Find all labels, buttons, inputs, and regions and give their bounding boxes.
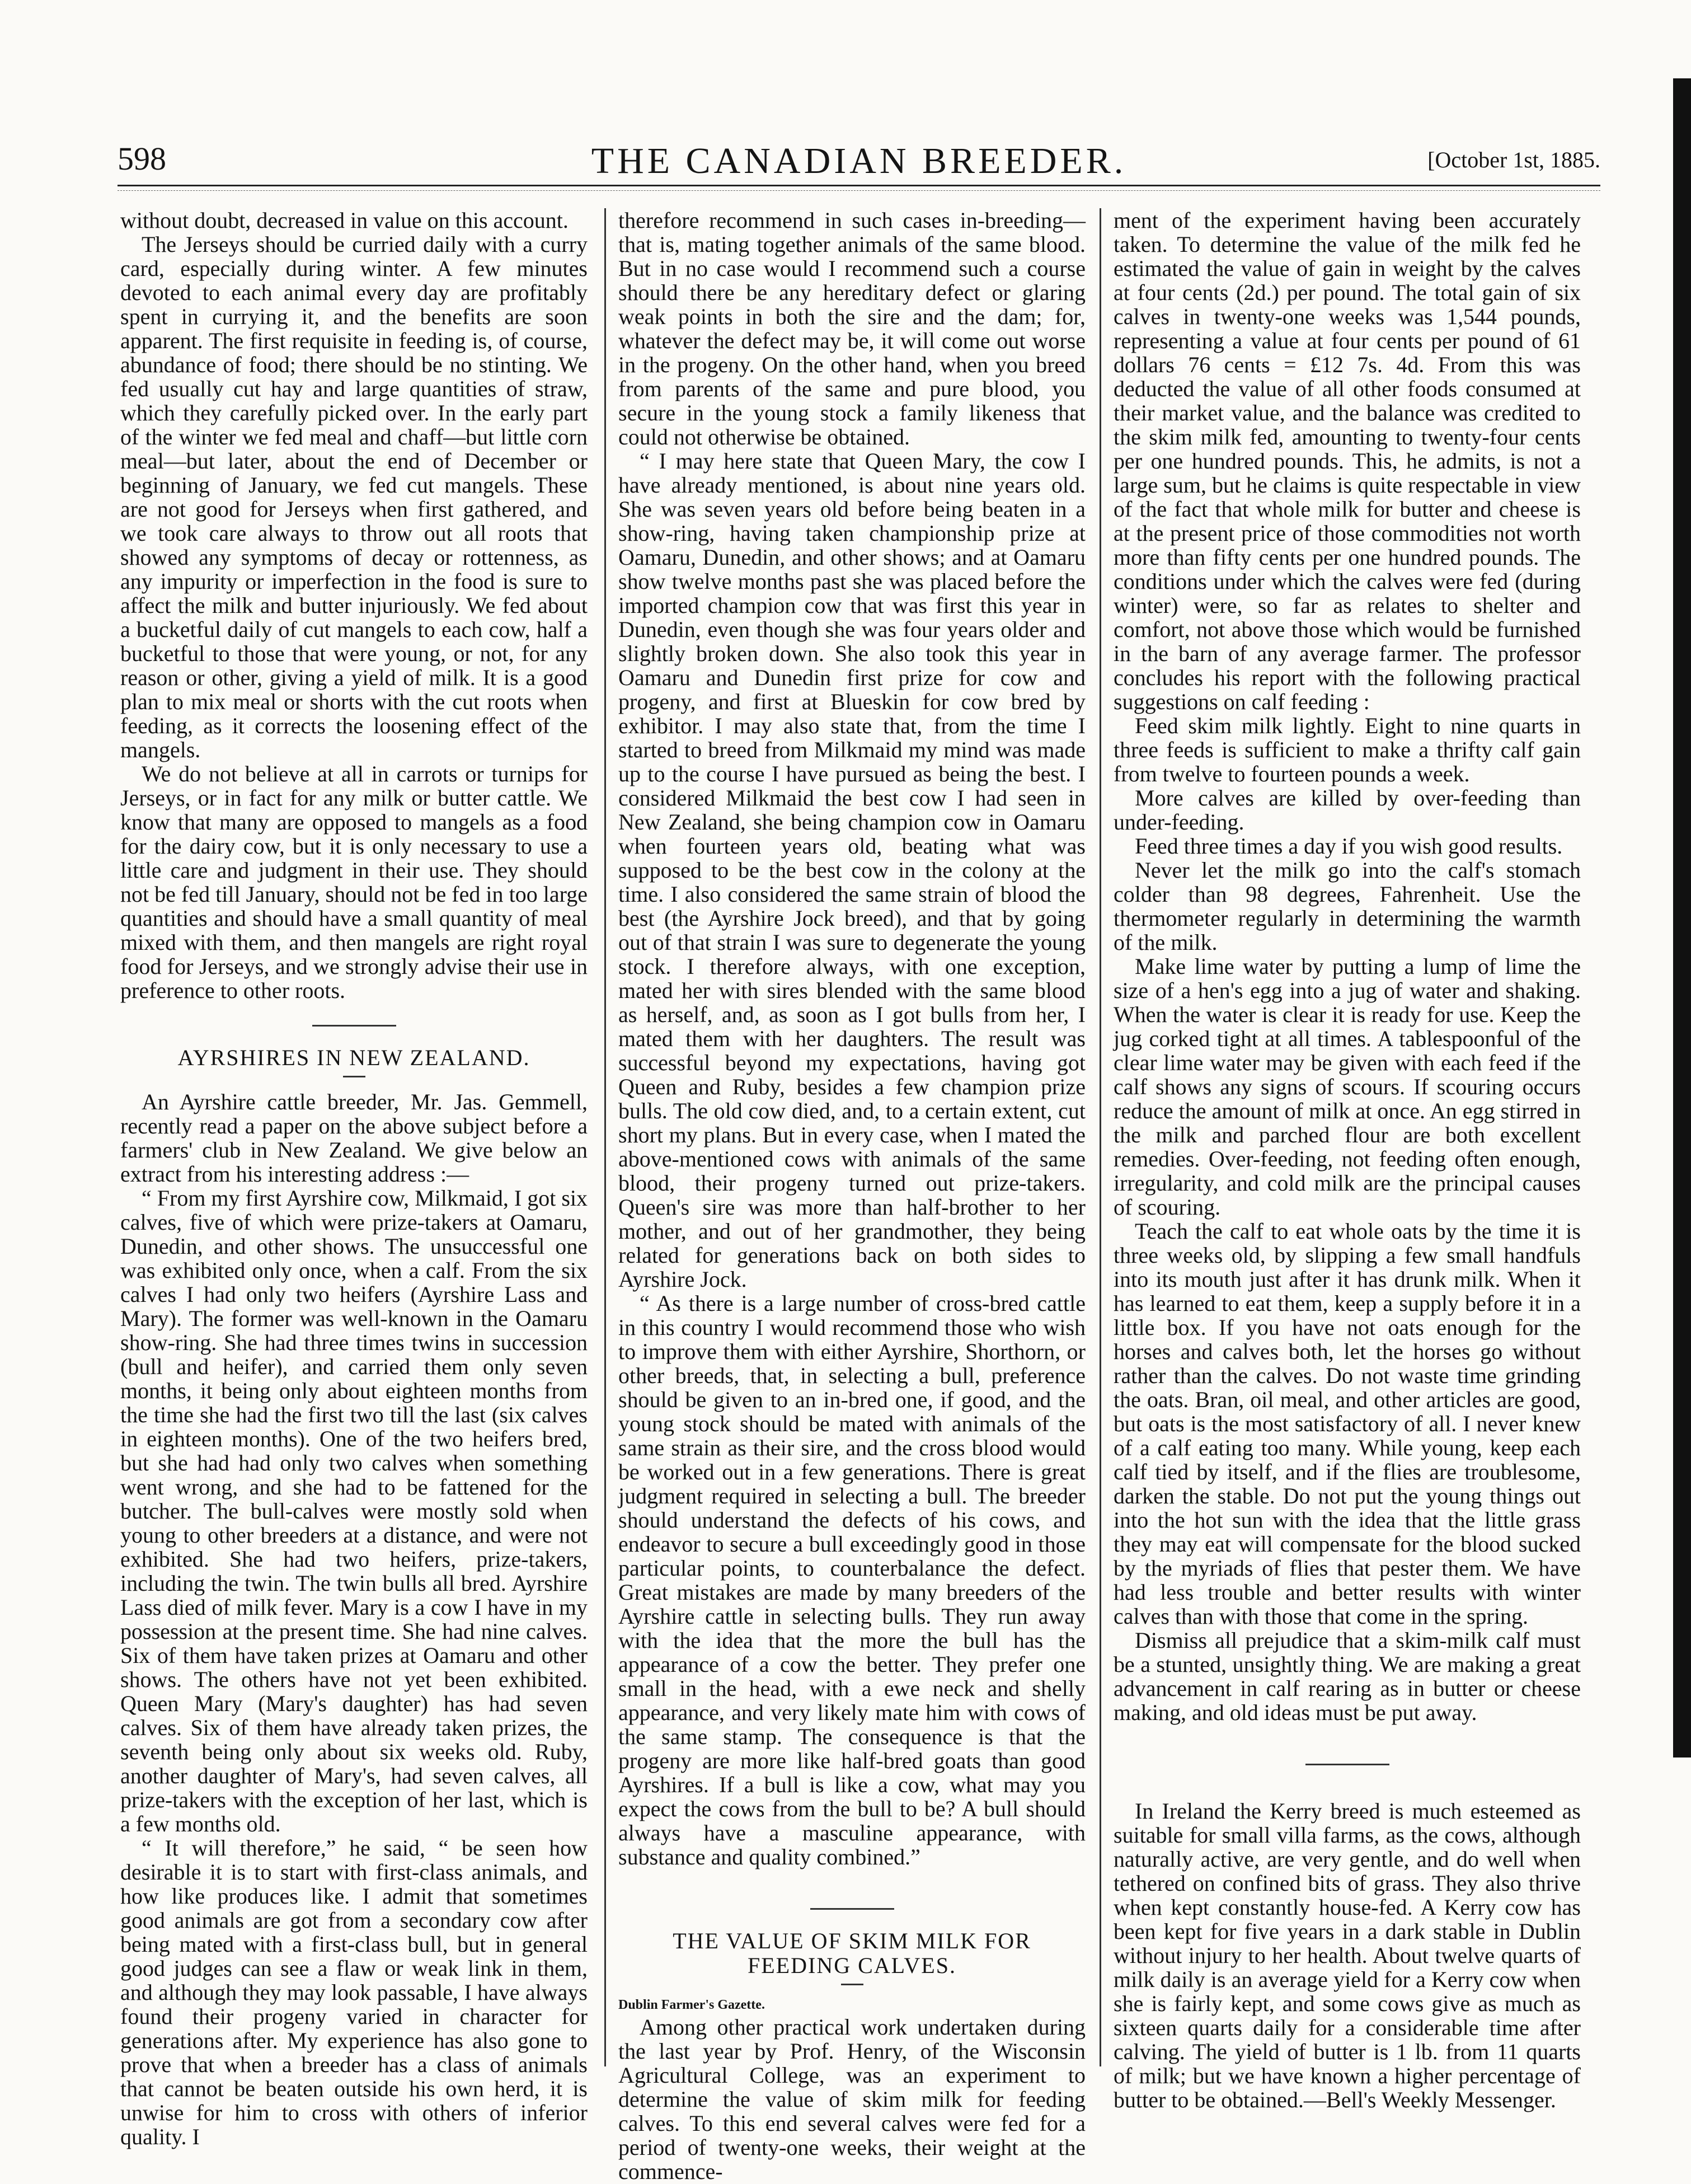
page-header xyxy=(118,140,1600,190)
paragraph: “ As there is a large number of cross-bred cattle in this country I would recommend those who wish to improve them with either Ayrshire, Shorthorn, or other breeds, that, in selecting a bull, preference should be given to an in-bred one, if good, and the young stock should be mated with animals of the same strain as their sire, and the cross blood would be worked out in a few generations. There is great judgment required in selecting a bull. The breeder should understand the defects of his cows, and endeavor to secure a bull exceedingly good in those particular points, to counterbalance the defect. Great mistakes are made by many breeders of the Ayrshire cattle in selecting bulls. They run away with the idea that the more the bull has the appearance of a cow the better. They prefer one small in the head, with a ewe neck and shelly appearance, and very likely mate him with cows of the same stamp. The consequence is that the progeny are more like half-bred goats than good Ayrshires. If a bull is like a cow, what may you expect the cows from the bull to be? A bull should always have a masculine appearance, with substance and quality combined.” xyxy=(618,1291,1086,1869)
paragraph: Feed skim milk lightly. Eight to nine quarts in three feeds is sufficient to make a thrifty calf gain from twelve to fourteen pounds a week. xyxy=(1114,713,1581,786)
paragraph: therefore recommend in such cases in-breeding—that is, mating together animals of the same blood. But in no case would I recommend such a course should there be any hereditary defect or glaring weak points in both the sire and the dam; for, whatever the defect may be, it will come out worse in the progeny. On the other hand, when you breed from parents of the same and pure blood, you secure in the young stock a family likeness that could not otherwise be obtained. xyxy=(618,208,1086,449)
section-divider xyxy=(312,1025,396,1027)
page-edge-bar xyxy=(1673,78,1691,1757)
masthead-title: THE CANADIAN BREEDER. xyxy=(591,140,1127,181)
paragraph: “ It will therefore,” he said, “ be seen how desirable it is to start with first-class animals, and how like produces like. I admit that sometimes good animals are got from a secondary cow after being mated with a first-class bull, but in general good judges can see a flaw or weak link in them, and although they may look passable, I have always found their progeny varied in character for generations after. My experience has also gone to prove that when a breeder has a class of animals that cannot be beaten outside his own herd, it is unwise for him to cross with others of inferior quality. I xyxy=(120,1835,588,2149)
paragraph: Among other practical work undertaken during the last year by Prof. Henry, of the Wisconsin Agricultural College, was an experiment to determine the value of skim milk for feeding calves. To this end several calves were fed for a period of twenty-one weeks, their weight at the commence- xyxy=(618,2014,1086,2184)
heading-rule xyxy=(841,1984,863,1985)
paragraph: Teach the calf to eat whole oats by the time it is three weeks old, by slipping a few small handfuls into its mouth just after it has drunk milk. When it has learned to eat them, keep a supply before it in a little box. If you have not oats enough for the horses and calves both, let the horses go without rather than the calves. Do not waste time grinding the oats. Bran, oil meal, and other articles are good, but oats is the most satisfactory of all. I never knew of a calf eating too many. While young, keep each calf tied by itself, and if the flies are troublesome, darken the stable. Do not put the young things out into the hot sun with the idea that the little grass they may eat will compensate for the blood sucked by the myriads of flies that pester them. We have had less trouble and better results with winter calves than with those that come in the spring. xyxy=(1114,1218,1581,1629)
paragraph: The Jerseys should be curried daily with a curry card, especially during winter. A few minutes devoted to each animal every day are profitably spent in currying it, and the benefits are soon apparent. The first requisite in feeding is, of course, abundance of food; there should be no stinting. We fed usually cut hay and large quantities of straw, which they carefully picked over. In the early part of the winter we fed meal and chaff—but little corn meal—but later, about the end of December or beginning of January, we fed cut mangels. These are not good for Jerseys when first gathered, and we took care always to throw out all roots that showed any symptoms of decay or rottenness, as any impurity or imperfection in the food is sure to affect the milk and butter injuriously. We fed about a bucketful daily of cut mangels to each cow, half a bucketful to those that were young, or not, for any reason or other, giving a yield of milk. It is a good plan to mix meal or shorts with the cut roots when feeding, as it corrects the loosening effect of the mangels. xyxy=(120,232,588,762)
section-divider xyxy=(1305,1764,1389,1765)
paragraph: ment of the experiment having been accurately taken. To determine the value of the milk fed he estimated the value of gain in weight by the calves at four cents (2d.) per pound. The total gain of six calves in twenty-one weeks was 1,544 pounds, representing a value at four cents per pound of 61 dollars 76 cents = £12 7s. 4d. From this was deducted the value of all other foods consumed at their market value, and the balance was credited to the skim milk fed, amounting to twenty-four cents per one hundred pounds. This, he admits, is not a large sum, but he claims is quite respectable in view of the fact that whole milk for butter and cheese is at the present price of those commodities not worth more than fifty cents per one hundred pounds. The conditions under which the calves were fed (during winter) were, so far as relates to shelter and comfort, not above those which would be furnished in the barn of any average farmer. The professor concludes his report with the following practical suggestions on calf feeding : xyxy=(1114,208,1581,714)
section-divider xyxy=(810,1908,894,1910)
column-1 xyxy=(120,208,588,2149)
header-dashed-rule xyxy=(118,190,1600,191)
heading-rule xyxy=(343,1076,365,1077)
column-3 xyxy=(1114,208,1581,2112)
column-divider xyxy=(1100,208,1101,2066)
header-rule xyxy=(118,185,1600,186)
paragraph: An Ayrshire cattle breeder, Mr. Jas. Gemmell, recently read a paper on the above subject before a farmers' club in New Zealand. We give below an extract from his interesting address :— xyxy=(120,1089,588,1187)
paragraph: “ From my first Ayrshire cow, Milkmaid, I got six calves, five of which were prize-takers at Oamaru, Dunedin, and other shows. The unsuccessful one was exhibited only once, when a calf. From the six calves I had only two heifers (Ayrshire Lass and Mary). The former was well-known in the Oamaru show-ring. She had three times twins in succession (bull and heifer), and carried them only seven months, it being only about eighteen months from the time she had the first two till the last (six calves in eighteen months). One of the two heifers bred, but she had had only two calves when something went wrong, and she had to be fattened for the butcher. The bull-calves were mostly sold when young to other breeders at a distance, and were not exhibited. She had two heifers, prize-takers, including the twin. The twin bulls all bred. Ayrshire Lass died of milk fever. Mary is a cow I have in my possession at the present time. She had nine calves. Six of them have taken prizes at Oamaru and other shows. The others have not yet been exhibited. Queen Mary (Mary's daughter) has had seven calves. Six of them have already taken prizes, the seventh being only about six weeks old. Ruby, another daughter of Mary's, had seven calves, all prize-takers with the exception of her last, which is a few months old. xyxy=(120,1185,588,1836)
column-divider xyxy=(604,208,606,2066)
paragraph: More calves are killed by over-feeding than under-feeding. xyxy=(1114,785,1581,835)
paragraph: without doubt, decreased in value on this account. xyxy=(120,208,569,233)
issue-date: [October 1st, 1885. xyxy=(1427,147,1600,172)
paragraph: We do not believe at all in carrots or turnips for Jerseys, or in fact for any milk or butter cattle. We know that many are opposed to mangels as a food for the dairy cow, but it is only necessary to use a little care and judgment in their use. They should not be fed till January, should not be fed in too large quantities and should have a small quantity of meal mixed with them, and then mangels are right royal food for Jerseys, and we strongly advise their use in preference to other roots. xyxy=(120,761,588,1003)
paragraph: Make lime water by putting a lump of lime the size of a hen's egg into a jug of water and shaking. When the water is clear it is ready for use. Keep the jug corked tight at all times. A tablespoonful of the clear lime water may be given with each feed if the calf shows any signs of scours. If scouring occurs reduce the amount of milk at once. An egg stirred in the milk and parched flour are both excellent remedies. Over-feeding, not feeding often enough, irregularity, and cold milk are the principal causes of scouring. xyxy=(1114,954,1581,1220)
article-heading: THE VALUE OF SKIM MILK FOR FEEDING CALVES. xyxy=(673,1928,1031,1978)
paragraph: In Ireland the Kerry breed is much esteemed as suitable for small villa farms, as the cows, although naturally active, are very gentle, and do well when tethered on confined bits of grass. They also thrive when kept constantly house-fed. A Kerry cow has been kept for five years in a dark stable in Dublin without injury to her health. About twelve quarts of milk daily is an average yield for a Kerry cow when she is fairly kept, and some cows give as much as sixteen quarts daily for a considerable time after calving. The yield of butter is 1 lb. from 11 quarts of milk; but we have known a higher percentage of butter to be obtained.—Bell's Weekly Messenger. xyxy=(1114,1798,1581,2112)
paragraph: Never let the milk go into the calf's stomach colder than 98 degrees, Fahrenheit. Use the thermometer regularly in determining the warmth of the milk. xyxy=(1114,857,1581,955)
source-credit: Dublin Farmer's Gazette. xyxy=(618,1998,765,2012)
paragraph: Feed three times a day if you wish good results. xyxy=(1135,833,1563,859)
paragraph: Dismiss all prejudice that a skim-milk calf must be a stunted, unsightly thing. We are making a great advancement in calf rearing as in butter or cheese making, and old ideas must be put away. xyxy=(1114,1628,1581,1725)
page-number: 598 xyxy=(118,140,166,177)
paragraph: “ I may here state that Queen Mary, the cow I have already mentioned, is about nine years old. She was seven years old before being beaten in a show-ring, having taken championship prize at Oamaru, Dunedin, and other shows; and at Oamaru show twelve months past she was placed before the imported champion cow that was first this year in Dunedin, even though she was four years older and slightly broken down. She also took this year in Oamaru and Dunedin first prize for cow and progeny, and first at Blueskin for cow bred by exhibitor. I may also state that, from the time I started to breed from Milkmaid my mind was made up to the course I have pursued as being the best. I considered Milkmaid the best cow I had seen in New Zealand, she being champion cow in Oamaru when fourteen years old, beating what was supposed to be the best cow in the colony at the time. I also considered the same strain of blood the best (the Ayrshire Jock breed), and that by going out of that strain I was sure to degenerate the young stock. I therefore always, with one exception, mated her with sires blended with the same blood as herself, and, as soon as I got bulls from her, I mated them with her daughters. The result was successful beyond my expectations, having got Queen and Ruby, besides a few champion prize bulls. The old cow died, and, to a certain extent, cut short my plans. But in every case, when I mated the above-mentioned cows with animals of the same blood, their progeny turned out prize-takers. Queen's sire was more than half-brother to her mother, and out of her grandmother, they being related for generations back on both sides to Ayrshire Jock. xyxy=(618,448,1086,1292)
article-heading: AYRSHIRES IN NEW ZEALAND. xyxy=(177,1045,530,1070)
column-2 xyxy=(618,208,1086,2184)
